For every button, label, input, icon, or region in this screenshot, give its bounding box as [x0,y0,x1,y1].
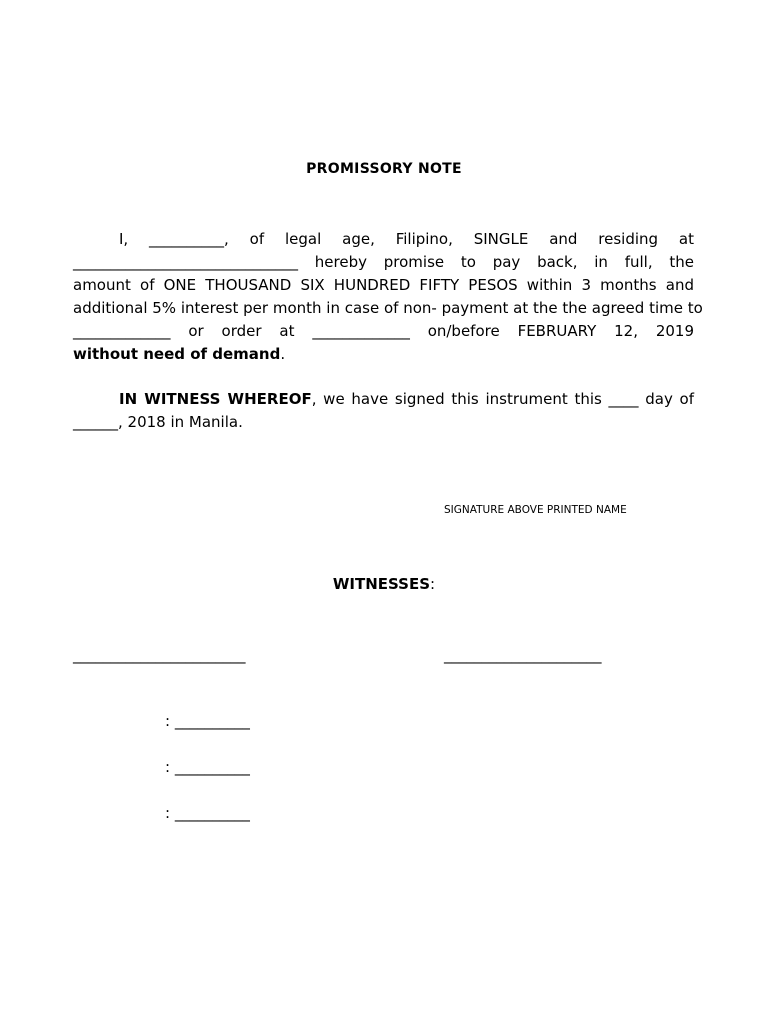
promise-line-2: ______________________________ hereby promise to pay back, in full, the [73,253,694,271]
whereof-line-2: ______, 2018 in Manila. [73,413,243,431]
witness-signature-line-left: _______________________ [73,646,246,664]
blank-field-line-1: : __________ [165,712,250,730]
promise-line-6 [73,343,694,366]
whereof-line-1 [73,388,694,411]
document-title: PROMISSORY NOTE [306,161,462,177]
blank-field-line-3: : __________ [165,804,250,822]
promise-line-1: I, __________, of legal age, Filipino, SINGLE and residing at [119,230,694,248]
promise-paragraph [73,228,703,366]
witness-whereof-paragraph [73,388,694,434]
whereof-line-1-rest: , we have signed this instrument this ____ day of [311,390,694,408]
demand-clause: without need of demand [73,345,281,363]
whereof-lead: IN WITNESS WHEREOF [119,390,312,408]
blank-field-line-2: : __________ [165,758,250,776]
witnesses-heading [0,575,768,593]
demand-clause-period: . [280,345,286,363]
promise-line-4: additional 5% interest per month in case of non- payment at the the agreed time to [73,299,703,317]
witness-signature-line-right: _____________________ [444,646,602,664]
promise-line-5: _____________ or order at _____________ on/before FEBRUARY 12, 2019 [73,322,694,340]
witnesses-heading-text: WITNESSES [332,575,431,593]
promise-line-3: amount of ONE THOUSAND SIX HUNDRED FIFTY PESOS within 3 months and [73,276,694,294]
signature-label: SIGNATURE ABOVE PRINTED NAME [444,504,627,516]
witnesses-heading-colon: : [430,575,436,593]
